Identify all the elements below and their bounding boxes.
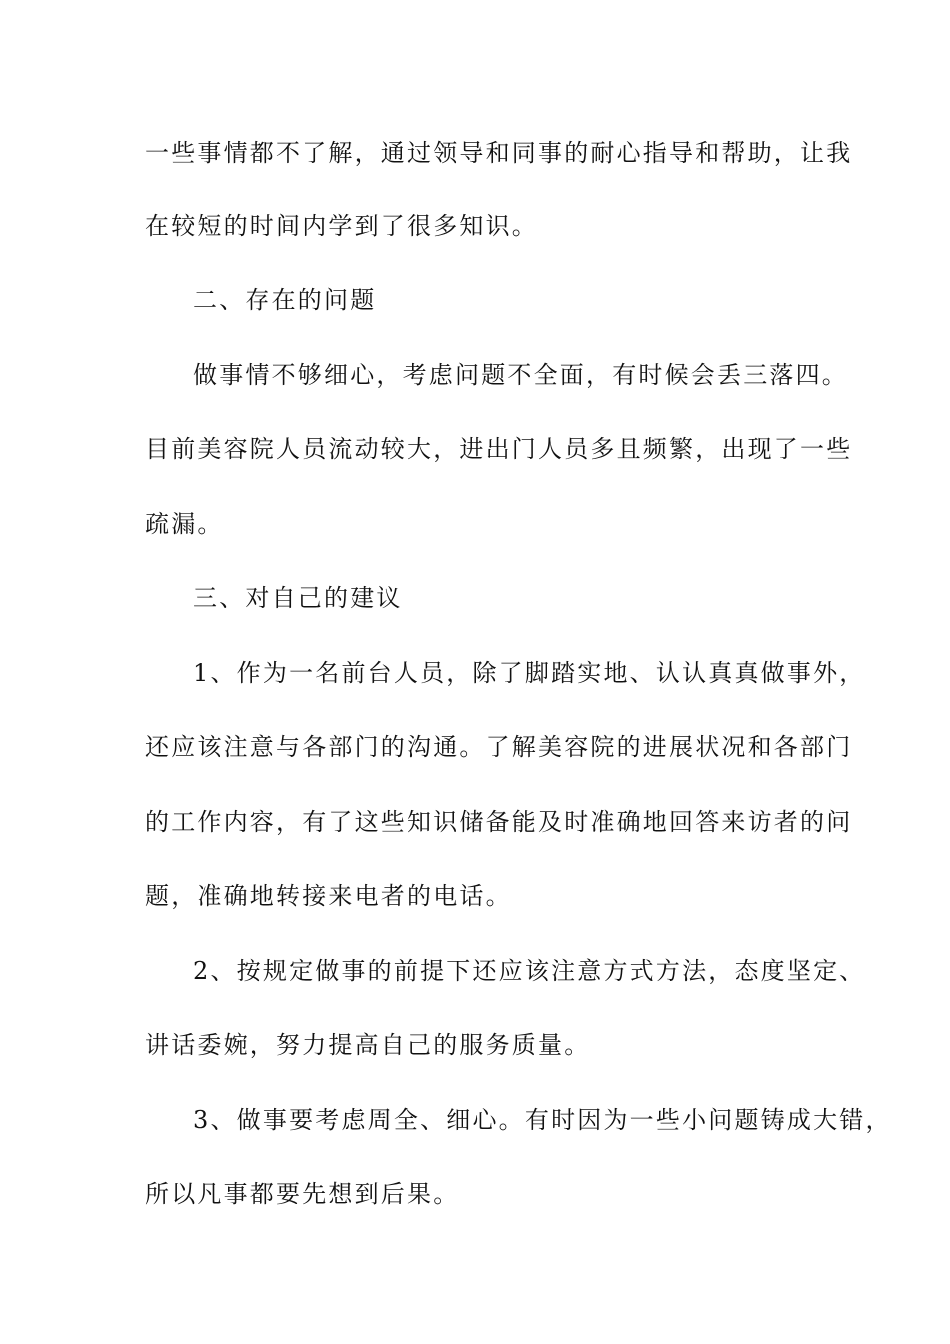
- paragraph-line: 疏漏。: [145, 510, 224, 538]
- paragraph-line: 的工作内容，有了这些知识储备能及时准确地回答来访者的问: [145, 808, 853, 836]
- paragraph-line: 2、按规定做事的前提下还应该注意方式方法，态度坚定、: [193, 957, 866, 985]
- paragraph-line: 目前美容院人员流动较大，进出门人员多且频繁，出现了一些: [145, 435, 853, 463]
- paragraph-line: 1、作为一名前台人员，除了脚踏实地、认认真真做事外，: [193, 659, 866, 687]
- paragraph-line: 题，准确地转接来电者的电话。: [145, 882, 512, 910]
- paragraph-line: 讲话委婉，努力提高自己的服务质量。: [145, 1031, 591, 1059]
- paragraph-line: 在较短的时间内学到了很多知识。: [145, 212, 538, 240]
- section-heading: 三、对自己的建议: [193, 584, 403, 612]
- paragraph-line: 做事情不够细心，考虑问题不全面，有时候会丢三落四。: [193, 361, 848, 389]
- paragraph-line: 一些事情都不了解，通过领导和同事的耐心指导和帮助，让我: [145, 139, 853, 167]
- paragraph-line: 所以凡事都要先想到后果。: [145, 1180, 460, 1208]
- paragraph-line: 3、做事要考虑周全、细心。有时因为一些小问题铸成大错，: [193, 1106, 892, 1134]
- section-heading: 二、存在的问题: [193, 286, 377, 314]
- paragraph-line: 还应该注意与各部门的沟通。了解美容院的进展状况和各部门: [145, 733, 853, 761]
